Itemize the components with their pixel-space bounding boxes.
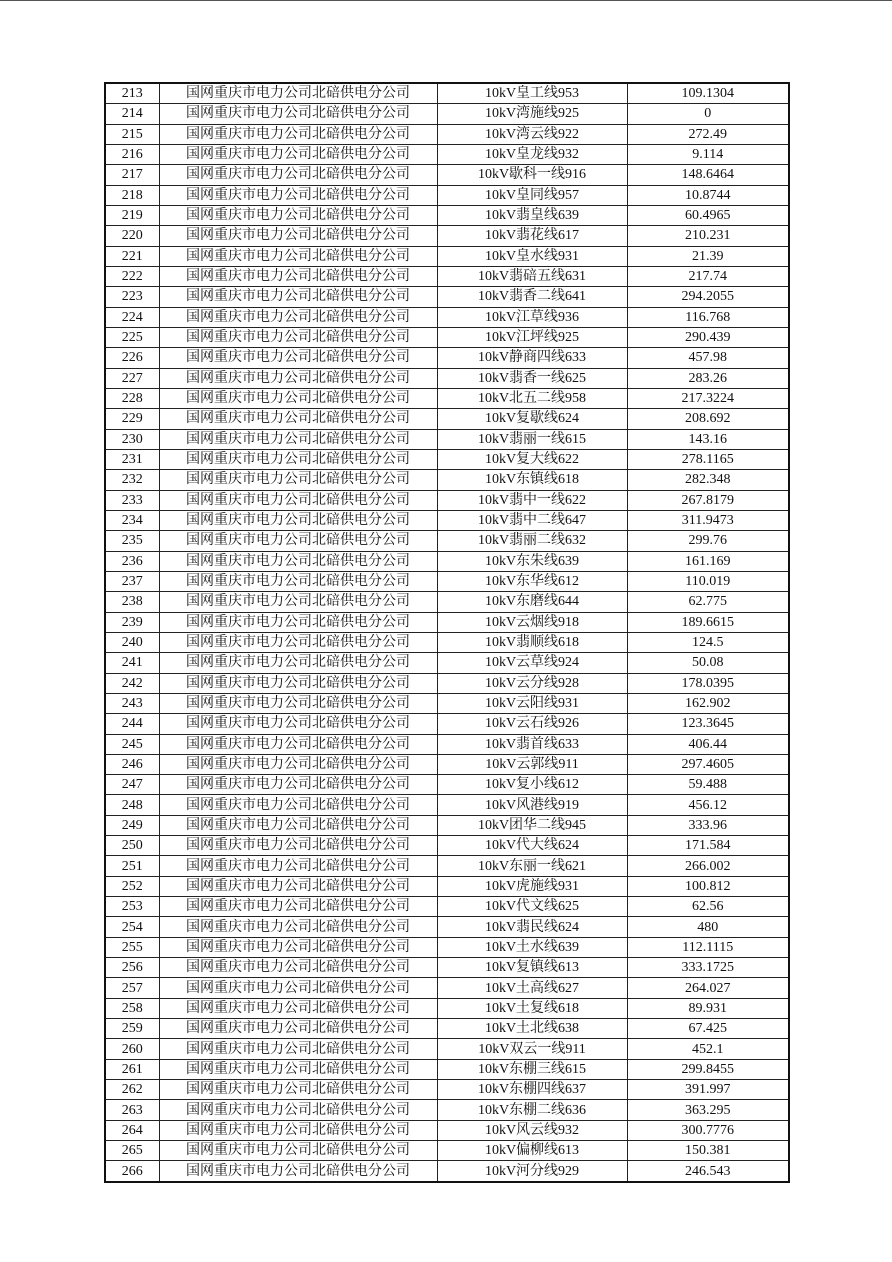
company-name-cell: 国网重庆市电力公司北碚供电分公司	[159, 714, 437, 734]
value-cell: 283.26	[627, 368, 789, 388]
company-name-cell: 国网重庆市电力公司北碚供电分公司	[159, 287, 437, 307]
line-name-cell: 10kV东棚三线615	[437, 1059, 627, 1079]
value-cell: 178.0395	[627, 673, 789, 693]
row-number-cell: 241	[105, 653, 159, 673]
value-cell: 62.775	[627, 592, 789, 612]
row-number-cell: 225	[105, 327, 159, 347]
company-name-cell: 国网重庆市电力公司北碚供电分公司	[159, 1161, 437, 1182]
line-name-cell: 10kV翡皇线639	[437, 205, 627, 225]
value-cell: 217.3224	[627, 388, 789, 408]
company-name-cell: 国网重庆市电力公司北碚供电分公司	[159, 490, 437, 510]
line-name-cell: 10kV云分线928	[437, 673, 627, 693]
value-cell: 264.027	[627, 978, 789, 998]
company-name-cell: 国网重庆市电力公司北碚供电分公司	[159, 348, 437, 368]
line-name-cell: 10kV皇同线957	[437, 185, 627, 205]
table-row	[105, 632, 789, 652]
row-number-cell: 253	[105, 897, 159, 917]
line-name-cell: 10kV河分线929	[437, 1161, 627, 1182]
row-number-cell: 250	[105, 836, 159, 856]
row-number-cell: 251	[105, 856, 159, 876]
value-cell: 297.4605	[627, 754, 789, 774]
company-name-cell: 国网重庆市电力公司北碚供电分公司	[159, 531, 437, 551]
row-number-cell: 244	[105, 714, 159, 734]
table-row	[105, 775, 789, 795]
value-cell: 300.7776	[627, 1120, 789, 1140]
table-row	[105, 917, 789, 937]
line-name-cell: 10kV偏柳线613	[437, 1141, 627, 1161]
table-row	[105, 205, 789, 225]
company-name-cell: 国网重庆市电力公司北碚供电分公司	[159, 897, 437, 917]
line-name-cell: 10kV翡中一线622	[437, 490, 627, 510]
table-row	[105, 1141, 789, 1161]
row-number-cell: 232	[105, 470, 159, 490]
table-row	[105, 856, 789, 876]
line-name-cell: 10kV皇工线953	[437, 83, 627, 104]
row-number-cell: 223	[105, 287, 159, 307]
table-row	[105, 1120, 789, 1140]
line-name-cell: 10kV皇龙线932	[437, 144, 627, 164]
row-number-cell: 266	[105, 1161, 159, 1182]
table-row	[105, 185, 789, 205]
line-name-cell: 10kV东棚四线637	[437, 1080, 627, 1100]
value-cell: 189.6615	[627, 612, 789, 632]
row-number-cell: 228	[105, 388, 159, 408]
line-name-cell: 10kV翡民线624	[437, 917, 627, 937]
value-cell: 480	[627, 917, 789, 937]
table-row	[105, 1059, 789, 1079]
row-number-cell: 254	[105, 917, 159, 937]
value-cell: 171.584	[627, 836, 789, 856]
row-number-cell: 234	[105, 510, 159, 530]
line-name-cell: 10kV歇科一线916	[437, 165, 627, 185]
table-row	[105, 714, 789, 734]
line-name-cell: 10kV云石线926	[437, 714, 627, 734]
company-name-cell: 国网重庆市电力公司北碚供电分公司	[159, 1019, 437, 1039]
company-name-cell: 国网重庆市电力公司北碚供电分公司	[159, 1039, 437, 1059]
value-cell: 217.74	[627, 266, 789, 286]
table-row	[105, 144, 789, 164]
value-cell: 406.44	[627, 734, 789, 754]
table-row	[105, 409, 789, 429]
line-name-cell: 10kV双云一线911	[437, 1039, 627, 1059]
company-name-cell: 国网重庆市电力公司北碚供电分公司	[159, 856, 437, 876]
line-name-cell: 10kV东棚二线636	[437, 1100, 627, 1120]
company-name-cell: 国网重庆市电力公司北碚供电分公司	[159, 144, 437, 164]
row-number-cell: 248	[105, 795, 159, 815]
table-row	[105, 592, 789, 612]
line-name-cell: 10kV湾云线922	[437, 124, 627, 144]
line-name-cell: 10kV土水线639	[437, 937, 627, 957]
row-number-cell: 236	[105, 551, 159, 571]
line-name-cell: 10kV复小线612	[437, 775, 627, 795]
value-cell: 266.002	[627, 856, 789, 876]
line-name-cell: 10kV翡花线617	[437, 226, 627, 246]
table-row	[105, 815, 789, 835]
row-number-cell: 235	[105, 531, 159, 551]
company-name-cell: 国网重庆市电力公司北碚供电分公司	[159, 185, 437, 205]
table-row	[105, 836, 789, 856]
line-name-cell: 10kV土复线618	[437, 998, 627, 1018]
row-number-cell: 224	[105, 307, 159, 327]
table-row	[105, 612, 789, 632]
table-row	[105, 754, 789, 774]
company-name-cell: 国网重庆市电力公司北碚供电分公司	[159, 388, 437, 408]
line-name-cell: 10kV土高线627	[437, 978, 627, 998]
line-name-cell: 10kV复歇线624	[437, 409, 627, 429]
row-number-cell: 229	[105, 409, 159, 429]
value-cell: 290.439	[627, 327, 789, 347]
row-number-cell: 255	[105, 937, 159, 957]
line-name-cell: 10kV翡香二线641	[437, 287, 627, 307]
value-cell: 116.768	[627, 307, 789, 327]
table-row	[105, 795, 789, 815]
row-number-cell: 252	[105, 876, 159, 896]
value-cell: 282.348	[627, 470, 789, 490]
row-number-cell: 233	[105, 490, 159, 510]
table-row	[105, 673, 789, 693]
line-name-cell: 10kV东华线612	[437, 571, 627, 591]
row-number-cell: 237	[105, 571, 159, 591]
table-row	[105, 876, 789, 896]
line-name-cell: 10kV东丽一线621	[437, 856, 627, 876]
table-row	[105, 490, 789, 510]
row-number-cell: 231	[105, 449, 159, 469]
table-row	[105, 571, 789, 591]
line-name-cell: 10kV东朱线639	[437, 551, 627, 571]
row-number-cell: 265	[105, 1141, 159, 1161]
value-cell: 311.9473	[627, 510, 789, 530]
company-name-cell: 国网重庆市电力公司北碚供电分公司	[159, 429, 437, 449]
line-name-cell: 10kV虎施线931	[437, 876, 627, 896]
line-name-cell: 10kV翡香一线625	[437, 368, 627, 388]
company-name-cell: 国网重庆市电力公司北碚供电分公司	[159, 368, 437, 388]
company-name-cell: 国网重庆市电力公司北碚供电分公司	[159, 734, 437, 754]
table-row	[105, 937, 789, 957]
company-name-cell: 国网重庆市电力公司北碚供电分公司	[159, 449, 437, 469]
row-number-cell: 220	[105, 226, 159, 246]
table-row	[105, 1019, 789, 1039]
line-name-cell: 10kV东镇线618	[437, 470, 627, 490]
value-cell: 278.1165	[627, 449, 789, 469]
company-name-cell: 国网重庆市电力公司北碚供电分公司	[159, 1080, 437, 1100]
company-name-cell: 国网重庆市电力公司北碚供电分公司	[159, 226, 437, 246]
table-row	[105, 388, 789, 408]
row-number-cell: 221	[105, 246, 159, 266]
value-cell: 391.997	[627, 1080, 789, 1100]
line-name-cell: 10kV湾施线925	[437, 104, 627, 124]
row-number-cell: 262	[105, 1080, 159, 1100]
row-number-cell: 258	[105, 998, 159, 1018]
table-row	[105, 429, 789, 449]
value-cell: 333.1725	[627, 958, 789, 978]
row-number-cell: 263	[105, 1100, 159, 1120]
row-number-cell: 240	[105, 632, 159, 652]
value-cell: 162.902	[627, 693, 789, 713]
value-cell: 208.692	[627, 409, 789, 429]
line-data-table	[104, 82, 790, 1183]
line-name-cell: 10kV皇水线931	[437, 246, 627, 266]
line-name-cell: 10kV江坪线925	[437, 327, 627, 347]
value-cell: 161.169	[627, 551, 789, 571]
line-name-cell: 10kV风云线932	[437, 1120, 627, 1140]
table-row	[105, 551, 789, 571]
line-name-cell: 10kV北五二线958	[437, 388, 627, 408]
value-cell: 457.98	[627, 348, 789, 368]
table-row	[105, 998, 789, 1018]
row-number-cell: 246	[105, 754, 159, 774]
company-name-cell: 国网重庆市电力公司北碚供电分公司	[159, 998, 437, 1018]
line-name-cell: 10kV静商四线633	[437, 348, 627, 368]
table-row	[105, 510, 789, 530]
value-cell: 10.8744	[627, 185, 789, 205]
company-name-cell: 国网重庆市电力公司北碚供电分公司	[159, 937, 437, 957]
value-cell: 267.8179	[627, 490, 789, 510]
line-name-cell: 10kV云阳线931	[437, 693, 627, 713]
company-name-cell: 国网重庆市电力公司北碚供电分公司	[159, 104, 437, 124]
company-name-cell: 国网重庆市电力公司北碚供电分公司	[159, 673, 437, 693]
company-name-cell: 国网重庆市电力公司北碚供电分公司	[159, 978, 437, 998]
company-name-cell: 国网重庆市电力公司北碚供电分公司	[159, 876, 437, 896]
row-number-cell: 243	[105, 693, 159, 713]
company-name-cell: 国网重庆市电力公司北碚供电分公司	[159, 653, 437, 673]
row-number-cell: 238	[105, 592, 159, 612]
table-row	[105, 1039, 789, 1059]
value-cell: 123.3645	[627, 714, 789, 734]
line-name-cell: 10kV翡碚五线631	[437, 266, 627, 286]
table-row	[105, 1080, 789, 1100]
company-name-cell: 国网重庆市电力公司北碚供电分公司	[159, 551, 437, 571]
company-name-cell: 国网重庆市电力公司北碚供电分公司	[159, 754, 437, 774]
company-name-cell: 国网重庆市电力公司北碚供电分公司	[159, 1141, 437, 1161]
table-row	[105, 104, 789, 124]
row-number-cell: 256	[105, 958, 159, 978]
row-number-cell: 217	[105, 165, 159, 185]
line-name-cell: 10kV风港线919	[437, 795, 627, 815]
row-number-cell: 242	[105, 673, 159, 693]
row-number-cell: 257	[105, 978, 159, 998]
table-row	[105, 266, 789, 286]
value-cell: 143.16	[627, 429, 789, 449]
table-row	[105, 1100, 789, 1120]
value-cell: 299.8455	[627, 1059, 789, 1079]
value-cell: 50.08	[627, 653, 789, 673]
line-name-cell: 10kV翡中二线647	[437, 510, 627, 530]
value-cell: 110.019	[627, 571, 789, 591]
line-name-cell: 10kV翡顺线618	[437, 632, 627, 652]
line-name-cell: 10kV云烟线918	[437, 612, 627, 632]
table-row	[105, 307, 789, 327]
table-row	[105, 165, 789, 185]
value-cell: 67.425	[627, 1019, 789, 1039]
company-name-cell: 国网重庆市电力公司北碚供电分公司	[159, 693, 437, 713]
company-name-cell: 国网重庆市电力公司北碚供电分公司	[159, 409, 437, 429]
line-name-cell: 10kV云郭线911	[437, 754, 627, 774]
page-top-border	[0, 0, 892, 1]
row-number-cell: 222	[105, 266, 159, 286]
table-row	[105, 693, 789, 713]
company-name-cell: 国网重庆市电力公司北碚供电分公司	[159, 612, 437, 632]
row-number-cell: 247	[105, 775, 159, 795]
table-row	[105, 531, 789, 551]
table-row	[105, 978, 789, 998]
line-name-cell: 10kV复镇线613	[437, 958, 627, 978]
value-cell: 21.39	[627, 246, 789, 266]
row-number-cell: 218	[105, 185, 159, 205]
company-name-cell: 国网重庆市电力公司北碚供电分公司	[159, 795, 437, 815]
table-row	[105, 287, 789, 307]
value-cell: 150.381	[627, 1141, 789, 1161]
value-cell: 112.1115	[627, 937, 789, 957]
row-number-cell: 216	[105, 144, 159, 164]
company-name-cell: 国网重庆市电力公司北碚供电分公司	[159, 205, 437, 225]
company-name-cell: 国网重庆市电力公司北碚供电分公司	[159, 632, 437, 652]
row-number-cell: 249	[105, 815, 159, 835]
value-cell: 109.1304	[627, 83, 789, 104]
row-number-cell: 261	[105, 1059, 159, 1079]
value-cell: 0	[627, 104, 789, 124]
row-number-cell: 214	[105, 104, 159, 124]
line-name-cell: 10kV翡首线633	[437, 734, 627, 754]
table-row	[105, 470, 789, 490]
table-row	[105, 734, 789, 754]
row-number-cell: 259	[105, 1019, 159, 1039]
company-name-cell: 国网重庆市电力公司北碚供电分公司	[159, 510, 437, 530]
table-row	[105, 897, 789, 917]
row-number-cell: 230	[105, 429, 159, 449]
value-cell: 100.812	[627, 876, 789, 896]
value-cell: 210.231	[627, 226, 789, 246]
company-name-cell: 国网重庆市电力公司北碚供电分公司	[159, 266, 437, 286]
company-name-cell: 国网重庆市电力公司北碚供电分公司	[159, 775, 437, 795]
line-name-cell: 10kV代文线625	[437, 897, 627, 917]
company-name-cell: 国网重庆市电力公司北碚供电分公司	[159, 307, 437, 327]
table-row	[105, 1161, 789, 1182]
line-name-cell: 10kV云草线924	[437, 653, 627, 673]
table-row	[105, 124, 789, 144]
company-name-cell: 国网重庆市电力公司北碚供电分公司	[159, 83, 437, 104]
value-cell: 62.56	[627, 897, 789, 917]
row-number-cell: 245	[105, 734, 159, 754]
row-number-cell: 264	[105, 1120, 159, 1140]
value-cell: 59.488	[627, 775, 789, 795]
company-name-cell: 国网重庆市电力公司北碚供电分公司	[159, 124, 437, 144]
company-name-cell: 国网重庆市电力公司北碚供电分公司	[159, 165, 437, 185]
value-cell: 299.76	[627, 531, 789, 551]
value-cell: 363.295	[627, 1100, 789, 1120]
line-name-cell: 10kV江草线936	[437, 307, 627, 327]
value-cell: 452.1	[627, 1039, 789, 1059]
value-cell: 148.6464	[627, 165, 789, 185]
table-row	[105, 958, 789, 978]
line-name-cell: 10kV复大线622	[437, 449, 627, 469]
value-cell: 124.5	[627, 632, 789, 652]
row-number-cell: 213	[105, 83, 159, 104]
company-name-cell: 国网重庆市电力公司北碚供电分公司	[159, 470, 437, 490]
company-name-cell: 国网重庆市电力公司北碚供电分公司	[159, 917, 437, 937]
value-cell: 246.543	[627, 1161, 789, 1182]
row-number-cell: 215	[105, 124, 159, 144]
value-cell: 272.49	[627, 124, 789, 144]
row-number-cell: 260	[105, 1039, 159, 1059]
table-row	[105, 83, 789, 104]
table-body	[105, 83, 789, 1182]
line-name-cell: 10kV翡丽一线615	[437, 429, 627, 449]
value-cell: 60.4965	[627, 205, 789, 225]
line-name-cell: 10kV东磨线644	[437, 592, 627, 612]
company-name-cell: 国网重庆市电力公司北碚供电分公司	[159, 1100, 437, 1120]
line-name-cell: 10kV土北线638	[437, 1019, 627, 1039]
value-cell: 89.931	[627, 998, 789, 1018]
line-name-cell: 10kV团华二线945	[437, 815, 627, 835]
company-name-cell: 国网重庆市电力公司北碚供电分公司	[159, 836, 437, 856]
company-name-cell: 国网重庆市电力公司北碚供电分公司	[159, 815, 437, 835]
table-row	[105, 449, 789, 469]
table-row	[105, 653, 789, 673]
company-name-cell: 国网重庆市电力公司北碚供电分公司	[159, 1120, 437, 1140]
value-cell: 294.2055	[627, 287, 789, 307]
value-cell: 456.12	[627, 795, 789, 815]
table-row	[105, 327, 789, 347]
value-cell: 9.114	[627, 144, 789, 164]
company-name-cell: 国网重庆市电力公司北碚供电分公司	[159, 592, 437, 612]
row-number-cell: 226	[105, 348, 159, 368]
company-name-cell: 国网重庆市电力公司北碚供电分公司	[159, 327, 437, 347]
row-number-cell: 239	[105, 612, 159, 632]
company-name-cell: 国网重庆市电力公司北碚供电分公司	[159, 1059, 437, 1079]
row-number-cell: 219	[105, 205, 159, 225]
line-name-cell: 10kV代大线624	[437, 836, 627, 856]
table-row	[105, 348, 789, 368]
value-cell: 333.96	[627, 815, 789, 835]
table-row	[105, 226, 789, 246]
table-row	[105, 246, 789, 266]
company-name-cell: 国网重庆市电力公司北碚供电分公司	[159, 571, 437, 591]
row-number-cell: 227	[105, 368, 159, 388]
table-row	[105, 368, 789, 388]
company-name-cell: 国网重庆市电力公司北碚供电分公司	[159, 958, 437, 978]
company-name-cell: 国网重庆市电力公司北碚供电分公司	[159, 246, 437, 266]
line-name-cell: 10kV翡丽二线632	[437, 531, 627, 551]
